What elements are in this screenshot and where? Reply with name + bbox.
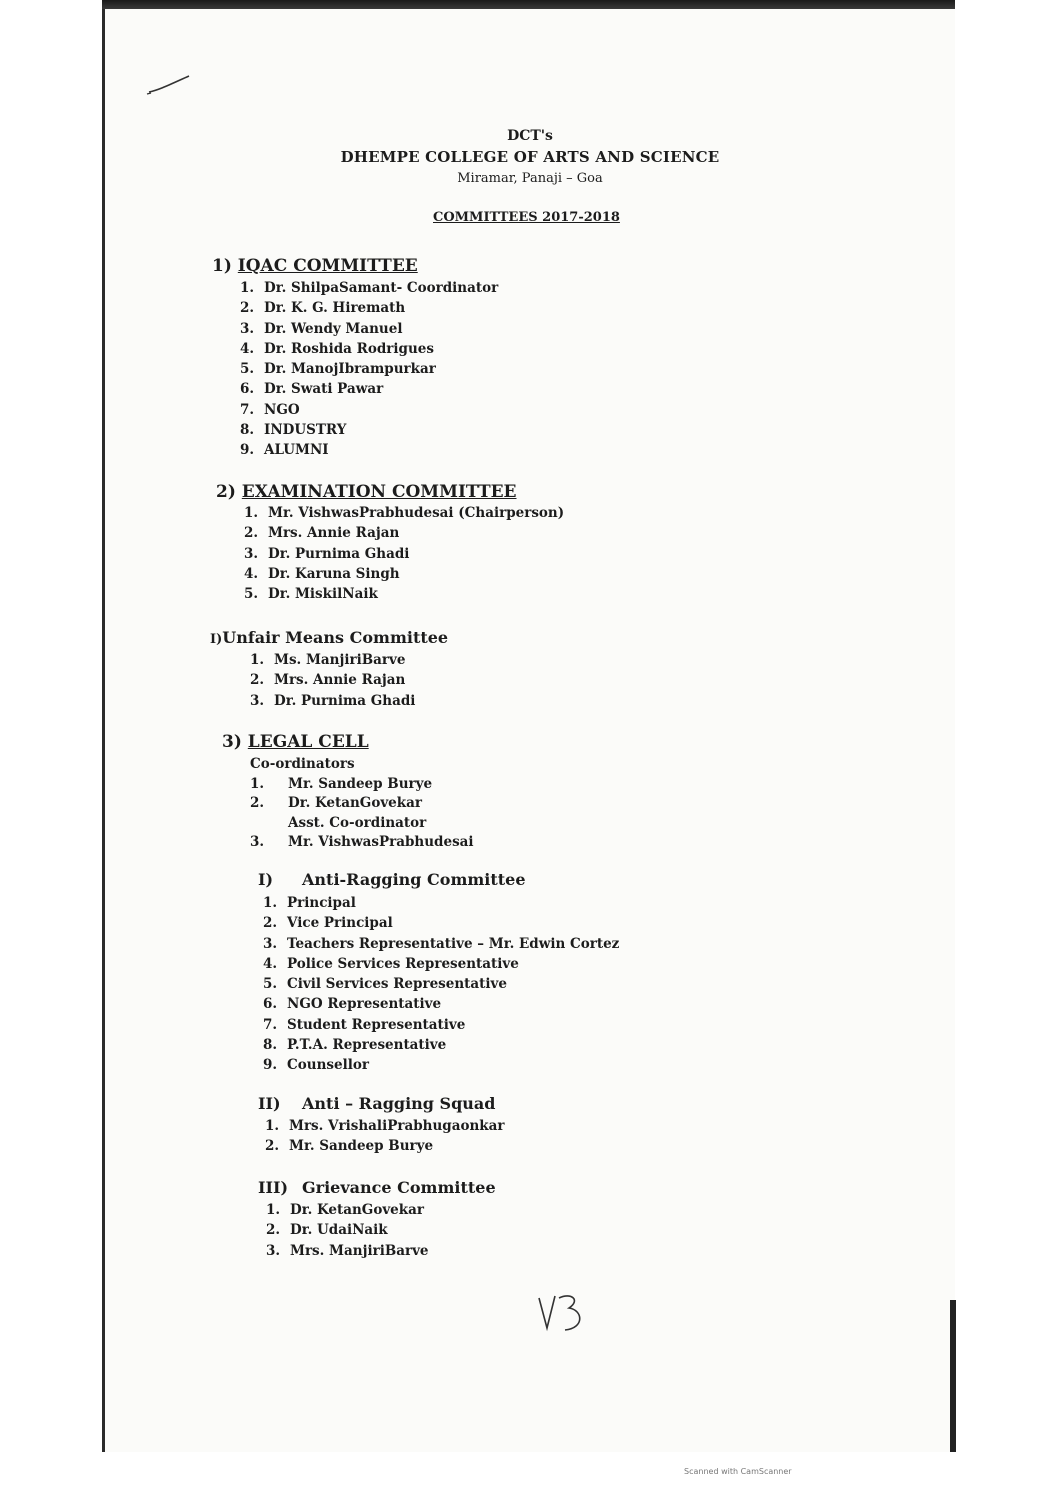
handwritten-page-mark xyxy=(535,1288,595,1338)
iqac-heading: 1) IQAC COMMITTEE xyxy=(212,256,418,276)
examination-heading: 2) EXAMINATION COMMITTEE xyxy=(216,482,517,502)
list-item: 2. Vice Principal xyxy=(263,915,393,932)
list-item: 6. NGO Representative xyxy=(263,996,442,1013)
list-item: 2. Dr. KetanGovekar xyxy=(250,795,422,811)
list-item: 1. Ms. ManjiriBarve xyxy=(250,652,406,668)
document-title: COMMITTEES 2017-2018 xyxy=(433,210,620,225)
list-item: 4. Dr. Karuna Singh xyxy=(244,565,400,582)
scanner-footer: Scanned with CamScanner xyxy=(684,1467,792,1476)
list-item: 7. Student Representative xyxy=(263,1016,466,1033)
list-item: 7. NGO xyxy=(240,401,300,418)
list-item: 4. Dr. Roshida Rodrigues xyxy=(240,340,434,357)
list-item: 5. Civil Services Representative xyxy=(263,976,507,993)
list-item: 2. Mr. Sandeep Burye xyxy=(265,1138,434,1155)
header-college-name: DHEMPE COLLEGE OF ARTS AND SCIENCE xyxy=(340,148,720,166)
list-item: 3. Teachers Representative – Mr. Edwin Cortez xyxy=(263,935,620,952)
legal-cell-members xyxy=(250,755,474,853)
list-item: 3. Mrs. ManjiriBarve xyxy=(266,1242,429,1259)
coordinators-label: Co-ordinators xyxy=(250,756,355,772)
pen-tick-mark xyxy=(145,70,195,100)
list-item: 2. Mrs. Annie Rajan xyxy=(244,525,400,542)
list-item: 1. Mrs. VrishaliPrabhugaonkar xyxy=(265,1118,505,1134)
list-item: 3. Dr. Purnima Ghadi xyxy=(250,692,416,709)
list-item: 9. ALUMNI xyxy=(240,442,329,459)
list-item: 5. Dr. ManojIbrampurkar xyxy=(240,361,436,378)
list-item: 3. Mr. VishwasPrabhudesai xyxy=(250,834,474,850)
list-item: 3. Dr. Purnima Ghadi xyxy=(244,545,410,562)
list-item: 3. Dr. Wendy Manuel xyxy=(240,320,403,337)
list-item: 1. Dr. ShilpaSamant- Coordinator xyxy=(240,280,499,296)
list-item: 9. Counsellor xyxy=(263,1057,369,1074)
anti-ragging-squad-heading: II) Anti – Ragging Squad xyxy=(258,1094,496,1113)
anti-ragging-squad-list xyxy=(265,1116,505,1157)
asst-coordinator-label: Asst. Co-ordinator xyxy=(288,814,427,831)
list-item: 1. Dr. KetanGovekar xyxy=(266,1202,424,1218)
grievance-committee-heading: III) Grievance Committee xyxy=(258,1178,496,1197)
list-item: 2. Mrs. Annie Rajan xyxy=(250,672,406,689)
unfair-means-heading: I)Unfair Means Committee xyxy=(210,628,449,647)
examination-members-list xyxy=(244,503,564,604)
anti-ragging-committee-heading: I) Anti-Ragging Committee xyxy=(258,870,526,889)
list-item: 8. INDUSTRY xyxy=(240,422,347,439)
grievance-committee-list xyxy=(266,1200,429,1261)
list-item: 1. Mr. Sandeep Burye xyxy=(250,775,433,792)
unfair-means-members-list xyxy=(250,650,415,711)
document-header xyxy=(330,126,730,189)
list-item: 8. P.T.A. Representative xyxy=(263,1037,447,1054)
list-item: 1. Principal xyxy=(263,895,356,911)
list-item: 5. Dr. MiskilNaik xyxy=(244,586,378,603)
header-address: Miramar, Panaji – Goa xyxy=(457,171,603,186)
list-item: 1. Mr. VishwasPrabhudesai (Chairperson) xyxy=(244,505,565,521)
scan-top-shadow xyxy=(102,0,955,9)
scan-edge-shadow xyxy=(950,1300,956,1452)
list-item: 6. Dr. Swati Pawar xyxy=(240,381,384,398)
list-item: 2. Dr. K. G. Hiremath xyxy=(240,300,406,317)
anti-ragging-committee-list xyxy=(263,893,619,1076)
iqac-members-list xyxy=(240,278,498,461)
document-page xyxy=(102,9,955,1452)
legal-cell-heading: 3) LEGAL CELL xyxy=(222,732,369,752)
list-item: 4. Police Services Representative xyxy=(263,955,519,972)
header-society: DCT's xyxy=(507,128,553,144)
list-item: 2. Dr. UdaiNaik xyxy=(266,1222,388,1239)
